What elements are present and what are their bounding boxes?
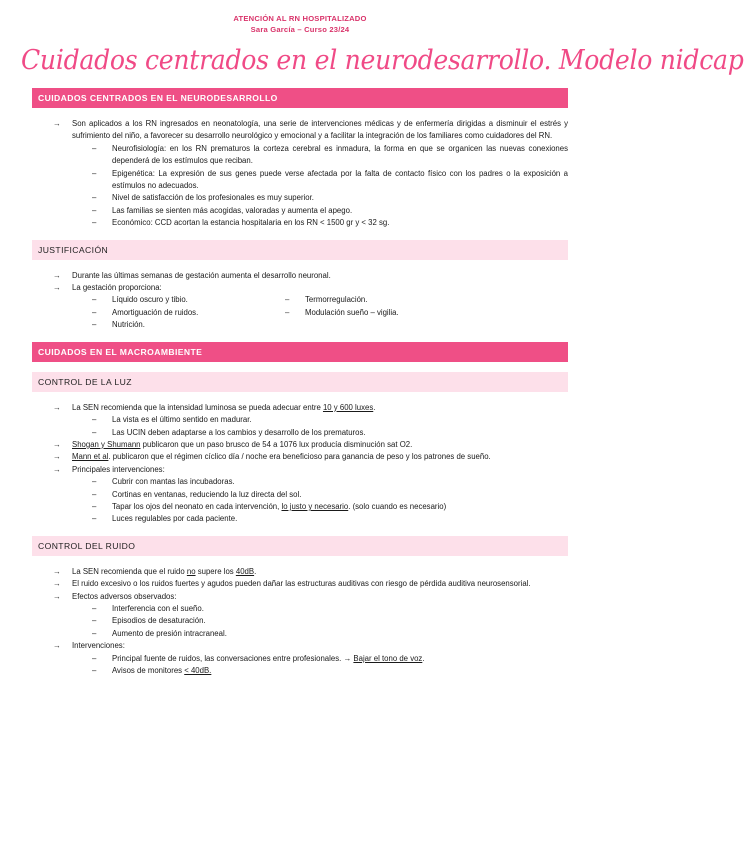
dash-icon: –: [92, 603, 97, 613]
sub-list-item: [32, 628, 568, 640]
dash-icon: –: [92, 295, 97, 305]
list-item: [32, 451, 568, 463]
list-item: [32, 270, 568, 282]
section-heading-control-luz: CONTROL DE LA LUZ: [32, 372, 568, 392]
sub-list-item: [32, 615, 568, 627]
sub-list-item: [32, 501, 568, 513]
section-heading-control-ruido: CONTROL DEL RUIDO: [32, 536, 568, 556]
dash-icon: –: [92, 653, 97, 663]
section-heading-justificacion: JUSTIFICACIÓN: [32, 240, 568, 260]
item-text: Epigenética: La expresión de sus genes puede verse afectada por la falta de contacto físico con los padres o la exposición a estímulos no adecuados.: [112, 168, 568, 191]
item-text: Económico: CCD acortan la estancia hospitalaria en los RN < 1500 gr y < 32 sg.: [112, 218, 390, 228]
dash-icon: –: [92, 168, 97, 178]
item-text: Durante las últimas semanas de gestación aumenta el desarrollo neuronal.: [72, 270, 331, 280]
dash-icon: –: [92, 205, 97, 215]
arrow-icon: →: [53, 402, 61, 412]
author-line: Sara García – Curso 23/24: [250, 25, 350, 34]
sub-list-item: [32, 168, 568, 193]
item-text: Tapar los ojos del neonato en cada intervención,: [112, 501, 282, 511]
dash-icon: –: [92, 628, 97, 638]
right-column: [285, 294, 568, 331]
item-text: Cubrir con mantas las incubadoras.: [112, 477, 235, 487]
sub-list-item: [32, 217, 568, 229]
two-column-list: [32, 294, 568, 331]
item-text: Principal fuente de ruidos, las conversaciones entre profesionales. →: [112, 653, 354, 663]
arrow-icon: →: [53, 283, 61, 293]
item-text: supere los: [195, 566, 236, 576]
sub-list-item: [32, 205, 568, 217]
section-body-control-luz: [32, 402, 568, 526]
sub-list-item: [32, 489, 568, 501]
underlined-reference: Shogan y Shumann: [72, 439, 141, 449]
dash-icon: –: [92, 320, 97, 330]
item-text: La SEN recomienda que el ruido: [72, 566, 187, 576]
item-text: La vista es el último sentido en madurar.: [112, 415, 252, 425]
dash-icon: –: [92, 427, 97, 437]
arrow-icon: →: [53, 566, 61, 576]
item-text: Aumento de presión intracraneal.: [112, 628, 227, 638]
dash-icon: –: [92, 143, 97, 153]
section-heading-neurodesarrollo: CUIDADOS CENTRADOS EN EL NEURODESARROLLO: [32, 88, 568, 108]
list-item: [32, 402, 568, 414]
arrow-icon: →: [53, 641, 61, 651]
item-text: Intervenciones:: [72, 641, 125, 651]
item-text: Interferencia con el sueño.: [112, 603, 204, 613]
underlined-value: Bajar el tono de voz: [353, 653, 423, 663]
dash-icon: –: [285, 307, 290, 317]
arrow-icon: →: [53, 591, 61, 601]
document-header: [0, 0, 600, 35]
sub-list-item: [32, 414, 568, 426]
sub-list-item: [285, 307, 568, 319]
item-text: .: [254, 566, 257, 576]
item-text: Las familias se sienten más acogidas, valoradas y aumenta el apego.: [112, 205, 353, 215]
arrow-icon: →: [53, 452, 61, 462]
arrow-icon: →: [53, 579, 61, 589]
list-item: [32, 439, 568, 451]
list-item: [32, 464, 568, 476]
sub-list-item: [32, 513, 568, 525]
item-text: Efectos adversos observados:: [72, 591, 177, 601]
sub-list-item: [32, 653, 568, 665]
underlined-value: < 40dB.: [184, 666, 212, 675]
item-text: La SEN recomienda que la intensidad luminosa se pueda adecuar entre: [72, 402, 323, 412]
item-text: . (solo cuando es necesario): [348, 501, 447, 511]
sub-list-item: [32, 192, 568, 204]
item-text: publicaron que un paso brusco de 54 a 1076 lux producía disminución sat O2.: [140, 439, 413, 449]
dash-icon: –: [92, 489, 97, 499]
item-text: .: [422, 653, 425, 663]
arrow-icon: →: [53, 119, 61, 128]
arrow-icon: →: [53, 439, 61, 449]
section-body-justificacion: [32, 270, 568, 332]
dash-icon: –: [92, 501, 97, 511]
list-item: [32, 118, 568, 143]
arrow-icon: →: [53, 464, 61, 474]
dash-icon: –: [92, 193, 97, 203]
list-item: [32, 566, 568, 578]
item-text: Episodios de desaturación.: [112, 616, 206, 626]
left-column: [32, 294, 315, 331]
section-body-neurodesarrollo: [32, 118, 568, 230]
underlined-value: 10 y 600 luxes: [322, 402, 374, 412]
item-text: Principales intervenciones:: [72, 464, 165, 474]
dash-icon: –: [92, 307, 97, 317]
item-text: Nivel de satisfacción de los profesionales es muy superior.: [112, 193, 314, 203]
dash-icon: –: [92, 666, 97, 675]
item-text: Nutrición.: [112, 320, 145, 330]
sub-list-item: [32, 307, 315, 319]
item-text: .: [373, 402, 376, 412]
item-text: Termorregulación.: [305, 295, 368, 305]
item-text: Son aplicados a los RN ingresados en neonatología, una serie de intervenciones médicas y de enfermería dirigidas a disminuir el estrés y sufrimiento del niño, a favorecer su desarrollo neurológico y emocional y a facilitar la integración de los familiares como cuidadores del RN.: [72, 119, 568, 141]
sub-list-item: [32, 427, 568, 439]
item-text: . publicaron que el régimen cíclico día / noche era beneficioso para ganancia de peso y los patrones de sueño.: [108, 452, 491, 462]
sub-list-item: [285, 294, 568, 306]
item-text: Las UCIN deben adaptarse a los cambios y desarrollo de los prematuros.: [112, 427, 366, 437]
arrow-icon: →: [53, 270, 61, 280]
sub-list-item: [32, 476, 568, 488]
item-text: Líquido oscuro y tibio.: [112, 295, 188, 305]
section-body-control-ruido: [32, 566, 568, 678]
item-text: Luces regulables por cada paciente.: [112, 514, 238, 524]
item-text: La gestación proporciona:: [72, 283, 162, 293]
dash-icon: –: [92, 415, 97, 425]
sub-list-item: [32, 603, 568, 615]
list-item: [32, 640, 568, 652]
list-item: [32, 591, 568, 603]
underlined-value: no: [186, 566, 196, 576]
list-item: [32, 578, 568, 590]
section-heading-macroambiente: CUIDADOS EN EL MACROAMBIENTE: [32, 342, 568, 362]
dash-icon: –: [92, 514, 97, 524]
sub-list-item: [32, 143, 568, 168]
item-text: El ruido excesivo o los ruidos fuertes y agudos pueden dañar las estructuras auditivas con riesgo de pérdida auditiva neurosensorial.: [72, 579, 531, 589]
list-item: [32, 282, 568, 294]
underlined-value: lo justo y necesario: [281, 501, 349, 511]
course-line: ATENCIÓN AL RN HOSPITALIZADO: [233, 14, 367, 23]
page-title: Cuidados centrados en el neurodesarrollo. Modelo nidcap: [21, 45, 744, 76]
item-text: Avisos de monitores: [112, 666, 185, 675]
sub-list-item: [32, 294, 315, 306]
underlined-value: 40dB: [235, 566, 255, 576]
item-text: Cortinas en ventanas, reduciendo la luz directa del sol.: [112, 489, 302, 499]
item-text: Neurofisiología: en los RN prematuros la corteza cerebral es inmadura, la forma en que se organicen las nuevas conexiones dependerá de los estímulos que reciban.: [112, 143, 568, 166]
dash-icon: –: [92, 218, 97, 228]
underlined-reference: Mann et al: [72, 452, 109, 462]
sub-list-item: [32, 665, 568, 677]
item-text: Amortiguación de ruidos.: [112, 307, 199, 317]
dash-icon: –: [92, 616, 97, 626]
dash-icon: –: [285, 295, 290, 305]
sub-list-item: [32, 319, 315, 331]
dash-icon: –: [92, 477, 97, 487]
item-text: Modulación sueño – vigilia.: [305, 307, 399, 317]
